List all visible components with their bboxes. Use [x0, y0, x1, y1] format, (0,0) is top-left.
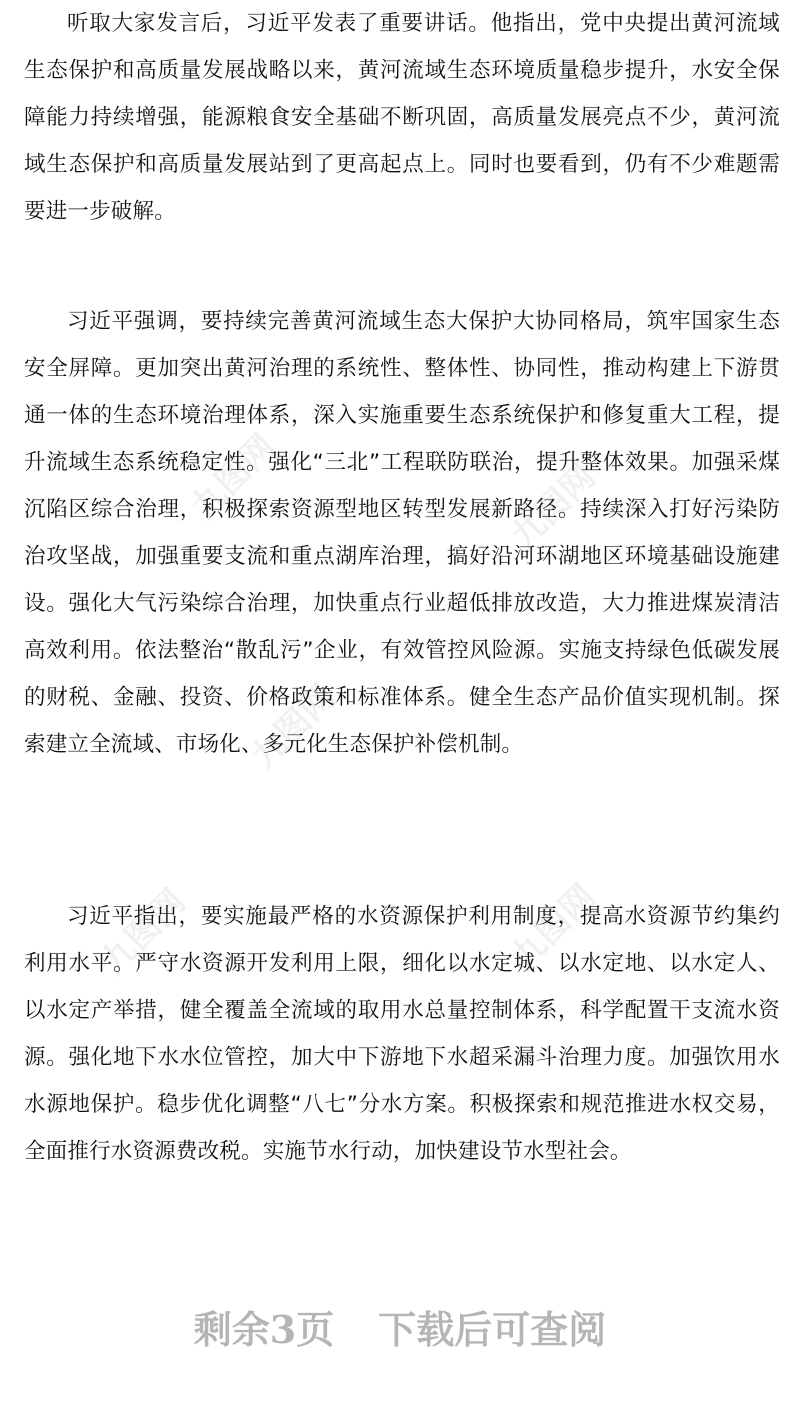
paragraph-2: 习近平强调，要持续完善黄河流域生态大保护大协同格局，筑牢国家生态安全屏障。更加突出黄河治理的系统性、整体性、协同性，推动构建上下游贯通一体的生态环境治理体系，深入实施重要生态系统保护和修复重大工程，提升流域生态系统稳定性。强化“三北”工程联防联治，提升整体效果。加强采煤沉陷区综合治理，积极探索资源型地区转型发展新路径。持续深入打好污染防治攻坚战，加强重要支流和重点湖库治理，搞好沿河环湖地区环境基础设施建设。强化大气污染综合治理，加快重点行业超低排放改造，大力推进煤炭清洁高效利用。依法整治“散乱污”企业，有效管控风险源。实施支持绿色低碳发展的财税、金融、投资、价格政策和标准体系。健全生态产品价值实现机制。探索建立全流域、市场化、多元化生态保护补偿机制。 — [24, 309, 780, 757]
watermark: 九图网 — [183, 426, 284, 528]
watermark: 九图网 — [503, 876, 604, 978]
download-banner[interactable] — [0, 1300, 800, 1360]
download-prompt-label: 下载后可查阅 — [378, 1307, 607, 1352]
paragraph-1: 听取大家发言后，习近平发表了重要讲话。他指出，党中央提出黄河流域生态保护和高质量发展战略以来，黄河流域生态环境质量稳步提升，水安全保障能力持续增强，能源粮食安全基础不断巩固，高质量发展亮点不少，黄河流域生态保护和高质量发展站到了更高起点上。同时也要看到，仍有不少难题需要进一步破解。 — [24, 11, 780, 224]
paragraph-3: 习近平指出，要实施最严格的水资源保护利用制度，提高水资源节约集约利用水平。严守水资源开发利用上限，细化以水定城、以水定地、以水定人、以水定产举措，健全覆盖全流域的取用水总量控制体系，科学配置干支流水资源。强化地下水水位管控，加大中下游地下水超采漏斗治理力度。加强饮用水水源地保护。稳步优化调整“八七”分水方案。积极探索和规范推进水权交易，全面推行水资源费改税。实施节水行动，加快建设节水型社会。 — [24, 904, 780, 1164]
watermark: 九图网 — [503, 456, 604, 558]
remaining-pages-label: 剩余3页 — [193, 1307, 335, 1352]
watermark: 九图网 — [93, 881, 194, 983]
watermark: 九图网 — [243, 676, 344, 778]
